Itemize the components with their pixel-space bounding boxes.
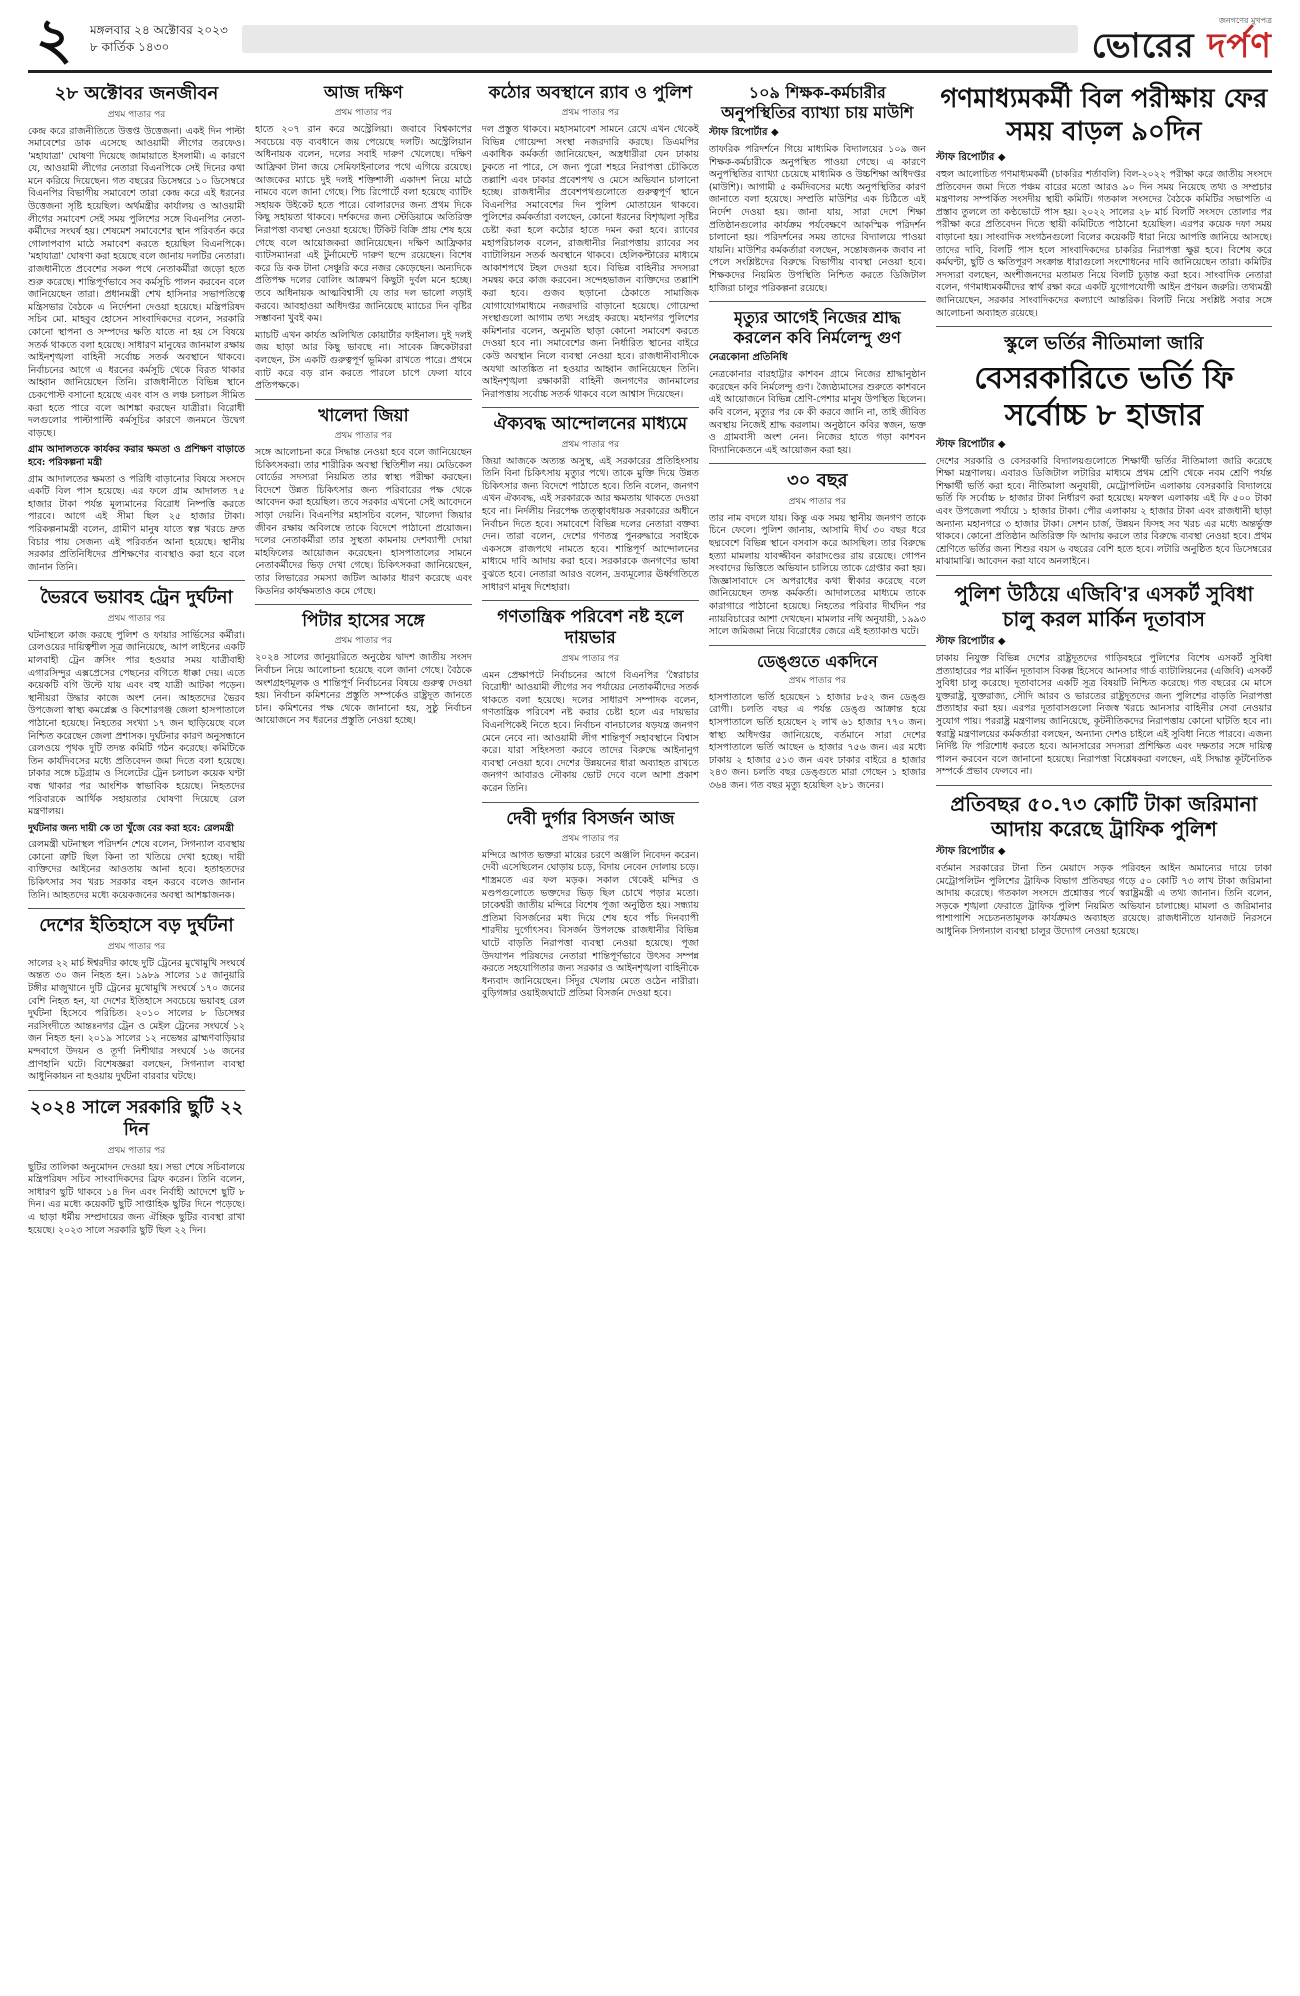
logo-part-1: ভোরের xyxy=(1091,25,1208,66)
article-body: বর্তমান সরকারের টানা তিন মেয়াদে সড়ক পরিবহন আইন অমান্যের দায়ে ঢাকা মেট্রোপলিটন পুলিশের ট্রাফিক বিভাগ প্রতিবছর গড়ে ৫০ কোটি ৭৩ লাখ টাকা জরিমানা আদায় করেছে। গতকাল সংসদে প্রশ্নোত্তর পর্বে স্বরাষ্ট্রমন্ত্রী এ তথ্য জানান। তিনি বলেন, সড়কে শৃঙ্খলা ফেরাতে ট্রাফিক পুলিশ নিয়মিত অভিযান চালাচ্ছে। মামলা ও জরিমানার পাশাপাশি সচেতনতামূলক কার্যক্রমও অব্যাহত রয়েছে। রাজধানীতে যানজট নিরসনে আধুনিক সিগন্যাল ব্যবস্থা চালুর উদ্যোগ নেওয়া হয়েছে। xyxy=(935,862,1272,937)
article-body: ছুটির তালিকা অনুমোদন দেওয়া হয়। সভা শেষে সচিবালয়ে মন্ত্রিপরিষদ সচিব সাংবাদিকদের ব্রিফ করেন। তিনি বলেন, সাধারণ ছুটি থাকবে ১৪ দিন এবং নির্বাহী আদেশে ছুটি ৮ দিন। এর মধ্যে কয়েকটি ছুটি সাপ্তাহিক ছুটির দিনে পড়েছে। এ ছাড়া ধর্মীয় সম্প্রদায়ের জন্য ঐচ্ছিক ছুটির ব্যবস্থা রাখা হয়েছে। ২০২৩ সালে সরকারি ছুটি ছিল ২২ দিন। xyxy=(28,1161,245,1236)
divider xyxy=(482,802,699,803)
article-byline: নেত্রকোনা প্রতিনিধি xyxy=(708,352,788,364)
masthead-tagline: জনগণের মুখপত্র xyxy=(1218,15,1272,25)
divider xyxy=(936,575,1272,576)
header-bar xyxy=(242,25,1078,53)
continued-label: প্রথম পাতার পর xyxy=(107,613,166,624)
article-body: মন্দিরে আগত ভক্তরা মায়ের চরণে অঞ্জলি নিবেদন করেন। দেবী এসেছিলেন ঘোড়ায় চড়ে, বিদায় নেবেন দোলায় চড়ে। শাস্ত্রমতে এর ফল মড়ক। সকাল থেকেই মন্দির ও মণ্ডপগুলোতে ভক্তদের ভিড় ছিল চোখে পড়ার মতো। ঢাকেশ্বরী জাতীয় মন্দিরে বিশেষ পূজা অনুষ্ঠিত হয়। সন্ধ্যায় প্রতিমা বিসর্জনের মধ্য দিয়ে শেষ হবে পাঁচ দিনব্যাপী শারদীয় দুর্গোৎসব। বিসর্জন উপলক্ষে রাজধানীর বিভিন্ন ঘাটে বাড়তি নিরাপত্তা ব্যবস্থা নেওয়া হয়েছে। পূজা উদযাপন পরিষদের নেতারা শান্তিপূর্ণভাবে উৎসব সম্পন্ন করতে সহযোগিতার জন্য সরকার ও আইনশৃঙ্খলা বাহিনীকে ধন্যবাদ জানিয়েছেন। সিঁদুর খেলায় মেতে ওঠেন নারীরা। বুড়িগঙ্গার ওয়াইজঘাটে প্রতিমা বিসর্জন দেওয়া হবে। xyxy=(481,849,699,1000)
column-2 xyxy=(255,79,472,1241)
column-4 xyxy=(709,79,926,1241)
article-title: ২৮ অক্টোবর জনজীবন xyxy=(54,83,219,104)
article-body: তার নাম বদলে যায়। কিন্তু এক সময় স্থানীয় জনগণ তাকে চিনে ফেলে। পুলিশ জানায়, আসামি দীর্ঘ ৩০ বছর ধরে ছদ্মবেশে বিভিন্ন স্থানে বসবাস করে আসছিল। তার বিরুদ্ধে হত্যা মামলায় যাবজ্জীবন কারাদণ্ডের রায় রয়েছে। গোপন সংবাদের ভিত্তিতে অভিযান চালিয়ে তাকে গ্রেপ্তার করা হয়। জিজ্ঞাসাবাদে সে অপরাধের কথা স্বীকার করেছে বলে জানিয়েছেন তদন্ত কর্মকর্তা। আদালতের মাধ্যমে তাকে কারাগারে পাঠানো হয়েছে। নিহতের পরিবার দীর্ঘদিন পর ন্যায়বিচারের আশা দেখছেন। মামলার নথি অনুযায়ী, ১৯৯৩ সালে জমিজমা নিয়ে বিরোধের জেরে এই হত্যাকাণ্ড ঘটে। xyxy=(708,512,926,638)
continued-label: প্রথম পাতার পর xyxy=(561,833,620,844)
column-5 xyxy=(936,79,1272,1241)
article-byline: স্টাফ রিপোর্টার ◆ xyxy=(935,635,1006,647)
continued-label: প্রথম পাতার পর xyxy=(561,108,620,119)
article-title: ২০২৪ সালে সরকারি ছুটি ২২ দিন xyxy=(29,1096,244,1141)
article-title: ভৈরবে ভয়াবহ ট্রেন দুর্ঘটনা xyxy=(40,587,233,609)
article-body: তাফরিক পরিদর্শনে গিয়ে মাধ্যমিক বিদ্যালয়ের ১০৯ জন শিক্ষক-কর্মচারীকে অনুপস্থিত পাওয়া গেছে। এ কারণে অনুপস্থিতির ব্যাখ্যা চেয়েছে মাধ্যমিক ও উচ্চশিক্ষা অধিদপ্তর (মাউশি)। আগামী ৫ কর্মদিবসের মধ্যে অনুপস্থিতির কারণ জানাতে বলা হয়েছে। সম্প্রতি মাউশির এক চিঠিতে এই নির্দেশ দেওয়া হয়। জানা যায়, সারা দেশে শিক্ষা প্রতিষ্ঠানগুলোর কার্যক্রম পর্যবেক্ষণে আকস্মিক পরিদর্শন চালানো হয়। পরিদর্শনের সময় তাদের বিদ্যালয়ে পাওয়া যায়নি। মাউশির কর্মকর্তারা বলছেন, সন্তোষজনক জবাব না পেলে সংশ্লিষ্টদের বিরুদ্ধে বিভাগীয় ব্যবস্থা নেওয়া হবে। শিক্ষকদের নিয়মিত উপস্থিতি নিশ্চিত করতে ডিজিটাল হাজিরা চালুর পরিকল্পনা রয়েছে। xyxy=(708,144,926,294)
article-body: এমন প্রেক্ষাপটে নির্বাচনের আগে বিএনপির 'স্বৈরাচার বিরোধী' আওয়ামী লীগের সব পর্যায়ের নেতাকর্মীদের সতর্ক থাকতে বলা হয়েছে। দলের সাধারণ সম্পাদক বলেন, গণতান্ত্রিক পরিবেশ নষ্ট করার চেষ্টা হলে এর দায়ভার বিএনপিকেই নিতে হবে। নির্বাচন বানচালের ষড়যন্ত্র জনগণ মেনে নেবে না। আওয়ামী লীগ শান্তিপূর্ণ সহাবস্থানে বিশ্বাস করে। যারা সহিংসতা করবে তাদের বিরুদ্ধে আইনানুগ ব্যবস্থা নেওয়া হবে। দেশের উন্নয়নের ধারা অব্যাহত রাখতে জনগণ আবারও নৌকায় ভোট দেবে বলে আশা প্রকাশ করেন তিনি। xyxy=(481,669,699,794)
article-body: সালের ২২ মার্চ ঈশ্বরদীর কাছে দুটি ট্রেনের মুখোমুখি সংঘর্ষে অন্তত ৩০ জন নিহত হন। ১৯৮৯ সালের ১৫ জানুয়ারি টঙ্গীর মাজুখানে দুটি ট্রেনের মুখোমুখি সংঘর্ষে ১৭০ জনের বেশি নিহত হন, যা দেশের ইতিহাসে সবচেয়ে ভয়াবহ রেল দুর্ঘটনা হিসেবে পরিচিত। ২০১০ সালের ৮ ডিসেম্বর নরসিংদীতে আন্তঃনগর ট্রেন ও মেইল ট্রেনের সংঘর্ষে ১২ জন নিহত হন। ২০১৯ সালের ১২ নভেম্বর ব্রাহ্মণবাড়িয়ার মন্দবাগে উদয়ন ও তূর্ণা নিশীথার সংঘর্ষে ১৬ জনের প্রাণহানি ঘটে। বিশেষজ্ঞরা বলছেন, সিগন্যাল ব্যবস্থা আধুনিকায়ন না হওয়ায় দুর্ঘটনা বারবার ঘটছে। xyxy=(28,957,245,1083)
article-title: ১০৯ শিক্ষক-কর্মচারীর অনুপস্থিতির ব্যাখ্যা চায় মাউশি xyxy=(721,83,914,122)
divider xyxy=(709,463,926,464)
article-title: প্রতিবছর ৫০.৭৩ কোটি টাকা জরিমানা আদায় করেছে ট্রাফিক পুলিশ xyxy=(950,791,1258,841)
continued-label: প্রথম পাতার পর xyxy=(334,636,393,647)
continued-label: প্রথম পাতার পর xyxy=(334,108,393,119)
logo-part-2: দর্পণ xyxy=(1207,25,1272,66)
article-body: নেত্রকোনার বারহাট্টার কাশবন গ্রামে নিজের শ্রাদ্ধানুষ্ঠান করেছেন কবি নির্মলেন্দু গুণ। জ্যৈষ্ঠ্যমাসের শুরুতে কাশবনে এই আয়োজনে বিভিন্ন শ্রেণি-পেশার মানুষ উপস্থিত ছিলেন। কবি বলেন, মৃত্যুর পর কে কী করবে জানি না, তাই জীবিত অবস্থায় নিজেই শ্রাদ্ধ করলাম। অনুষ্ঠানে কবির স্বজন, ভক্ত ও গ্রামবাসী অংশ নেন। নিজের হাতে গড়া কাশবন বিদ্যানিকেতনে এই আয়োজন করা হয়। xyxy=(708,369,926,456)
article-body: ঘটনাস্থলে কাজ করছে পুলিশ ও ফায়ার সার্ভিসের কর্মীরা। রেলওয়ের দায়িত্বশীল সূত্র জানিয়েছে, আপ লাইনের একটি মালবাহী ট্রেন ক্রসিং পার হওয়ার সময় যাত্রীবাহী এগারসিন্দুর এক্সপ্রেসের পেছনের বগিতে ধাক্কা দেয়। এতে কয়েকটি বগি উল্টে যায় এবং বহু যাত্রী আটকা পড়েন। স্থানীয়রা উদ্ধার কাজে অংশ নেন। আহতদের ভৈরব উপজেলা স্বাস্থ্য কমপ্লেক্স ও কিশোরগঞ্জ জেলা হাসপাতালে পাঠানো হয়েছে। নিহতের সংখ্যা ১৭ জন ছাড়িয়েছে বলে নিশ্চিত করেছেন জেলা প্রশাসক। দুর্ঘটনার কারণ অনুসন্ধানে রেলওয়ে পৃথক দুটি তদন্ত কমিটি গঠন করেছে। কমিটিকে তিন কার্যদিবসের মধ্যে প্রতিবেদন জমা দিতে বলা হয়েছে। ঢাকার সঙ্গে চট্টগ্রাম ও সিলেটের ট্রেন চলাচল কয়েক ঘণ্টা বন্ধ থাকার পর আংশিক স্বাভাবিক হয়েছে। নিহতদের পরিবারকে আর্থিক সহায়তার ঘোষণা দিয়েছে রেল মন্ত্রণালয়। xyxy=(28,629,245,818)
article-title: খালেদা জিয়া xyxy=(318,405,409,426)
article-title: দেশের ইতিহাসে বড় দুর্ঘটনা xyxy=(39,915,234,937)
article-body: গ্রাম আদালতের ক্ষমতা ও পরিধি বাড়ানোর বিষয়ে সংসদে একটি বিল পাস হয়েছে। এর ফলে গ্রাম আদালত ৭৫ হাজার টাকা পর্যন্ত মূল্যমানের বিরোধ নিষ্পত্তি করতে পারবে। আগে এই সীমা ছিল ২৫ হাজার টাকা। পরিকল্পনামন্ত্রী বলেন, গ্রামীণ মানুষ যাতে স্বল্প খরচে দ্রুত বিচার পায় সেজন্য এই পরিবর্তন আনা হয়েছে। স্থানীয় সরকার প্রতিনিধিদের প্রশিক্ষণের ব্যবস্থাও করা হবে বলে জানান তিনি। xyxy=(28,473,245,573)
continued-label: প্রথম পাতার পর xyxy=(788,496,846,507)
article-body: হাসপাতালে ভর্তি হয়েছেন ১ হাজার ৮৫২ জন ডেঙ্গু রোগী। চলতি বছর এ পর্যন্ত ডেঙ্গু আক্রান্ত হয়ে হাসপাতালে ভর্তি হয়েছেন ২ লাখ ৬১ হাজার ৭৭০ জন। স্বাস্থ্য অধিদপ্তর জানিয়েছে, বর্তমানে সারা দেশের হাসপাতালে ভর্তি আছেন ৬ হাজার ৭৫৬ জন। এর মধ্যে ঢাকায় ২ হাজার ৫১৩ জন এবং ঢাকার বাইরে ৪ হাজার ২৪৩ জন। চলতি বছর ডেঙ্গুতে মারা গেছেন ১ হাজার ৩৬৪ জন। গত বছর মৃত্যু হয়েছিল ২৮১ জনের। xyxy=(708,691,926,791)
page-header xyxy=(28,8,1272,73)
article-body: রেলমন্ত্রী ঘটনাস্থল পরিদর্শন শেষে বলেন, সিগন্যাল ব্যবস্থায় কোনো ত্রুটি ছিল কিনা তা খতিয়ে দেখা হচ্ছে। দায়ী ব্যক্তিদের আইনের আওতায় আনা হবে। হতাহতদের চিকিৎসার সব খরচ সরকার বহন করবে বলেও জানান তিনি। আহতদের মধ্যে কয়েকজনের অবস্থা আশঙ্কাজনক। xyxy=(28,839,245,901)
article-body: দেশের সরকারি ও বেসরকারি বিদ্যালয়গুলোতে শিক্ষার্থী ভর্তির নীতিমালা জারি করেছে শিক্ষা মন্ত্রণালয়। এবারও ডিজিটাল লটারির মাধ্যমে প্রথম শ্রেণি থেকে নবম শ্রেণি পর্যন্ত শিক্ষার্থী ভর্তি করা হবে। নীতিমালা অনুযায়ী, মেট্রোপলিটন এলাকায় বেসরকারি বিদ্যালয়ে ভর্তি ফি সর্বোচ্চ ৮ হাজার টাকা নির্ধারণ করা হয়েছে। মফস্বল এলাকায় এই ফি ৫০০ টাকা এবং উপজেলা পর্যায়ে ১ হাজার টাকা। পৌর এলাকায় ২ হাজার টাকা এবং রাজধানী ছাড়া অন্যান্য মহানগরে ৩ হাজার টাকা। সেশন চার্জ, উন্নয়ন ফিসহ সব খরচ এর মধ্যে অন্তর্ভুক্ত থাকবে। কোনো প্রতিষ্ঠান অতিরিক্ত ফি আদায় করলে তার বিরুদ্ধে ব্যবস্থা নেওয়া হবে। প্রথম শ্রেণিতে ভর্তির জন্য শিশুর বয়স ৬ বছরের বেশি হতে হবে। লটারি অনুষ্ঠিত হবে ডিসেম্বরের মাঝামাঝি। আবেদন করা যাবে অনলাইনে। xyxy=(935,455,1272,568)
article-byline: স্টাফ রিপোর্টার ◆ xyxy=(935,438,1006,450)
article-title: দেবী দুর্গার বিসর্জন আজ xyxy=(506,808,675,829)
divider xyxy=(936,785,1272,786)
divider xyxy=(482,407,699,408)
divider xyxy=(936,326,1272,327)
article-title: ৩০ বছর xyxy=(787,470,848,492)
article-title: পিটার হাসের সঙ্গে xyxy=(302,611,425,632)
article-title: কঠোর অবস্থানে র‍্যাব ও পুলিশ xyxy=(488,83,693,103)
masthead xyxy=(1092,15,1272,64)
article-title: আজ দক্ষিণ xyxy=(324,83,403,103)
divider xyxy=(709,301,926,302)
article-title: গণমাধ্যমকর্মী বিল পরীক্ষায় ফের সময় বাড়ল ৯০দিন xyxy=(940,84,1268,147)
article-body: বহুল আলোচিত গণমাধ্যমকর্মী (চাকরির শর্তাবলি) বিল-২০২২ পরীক্ষা করে জাতীয় সংসদে প্রতিবেদন জমা দিতে পঞ্চম বারের মতো আরও ৯০ দিন সময় নিয়েছে তথ্য ও সম্প্রচার মন্ত্রণালয় সম্পর্কিত সংসদীয় স্থায়ী কমিটি। গতকাল সংসদের বৈঠকে কমিটির সভাপতি এ প্রস্তাব তুললে তা কণ্ঠভোটে পাস হয়। ২০২২ সালের ২৮ মার্চ বিলটি সংসদে তোলার পর পরীক্ষা করে প্রতিবেদন দিতে স্থায়ী কমিটিতে পাঠানো হয়েছিল। এরপর কয়েক দফা সময় বাড়ানো হয়। সাংবাদিক সংগঠনগুলো বিলের কয়েকটি ধারা নিয়ে আপত্তি জানিয়ে আসছে। তাদের দাবি, বিলটি পাস হলে সাংবাদিকদের চাকরির নিরাপত্তা ক্ষুণ্ণ হবে। বিশেষ করে কর্মঘণ্টা, ছুটি ও ক্ষতিপূরণ সংক্রান্ত ধারাগুলো সংশোধনের দাবি জানিয়েছেন তারা। কমিটির সদস্যরা বলছেন, অংশীজনদের মতামত নিয়ে বিলটি চূড়ান্ত করা হবে। সাংবাদিক নেতারা বলেন, গণমাধ্যমকর্মীদের স্বার্থ রক্ষা করে একটি যুগোপযোগী আইন প্রণয়ন জরুরি। তথ্যমন্ত্রী জানিয়েছেন, সরকার সাংবাদিকদের কল্যাণে আন্তরিক। বিলটি নিয়ে সংশ্লিষ্ট সবার সঙ্গে আলোচনা অব্যাহত রয়েছে। xyxy=(935,169,1272,319)
article-body: ২০২৪ সালের জানুয়ারিতে অনুষ্ঠেয় দ্বাদশ জাতীয় সংসদ নির্বাচন নিয়ে আলোচনা হয়েছে বলে জানা গেছে। বৈঠকে অংশগ্রহণমূলক ও শান্তিপূর্ণ নির্বাচনের বিষয়ে গুরুত্ব দেওয়া হয়। নির্বাচন কমিশনের প্রস্তুতি সম্পর্কেও রাষ্ট্রদূত জানতে চান। কমিশনের পক্ষ থেকে জানানো হয়, সুষ্ঠু নির্বাচন আয়োজনে সব ধরনের প্রস্তুতি নেওয়া হচ্ছে। xyxy=(254,652,472,727)
column-3 xyxy=(482,79,699,1241)
article-byline: স্টাফ রিপোর্টার ◆ xyxy=(935,845,1006,857)
date-bangla: ৮ কার্তিক ১৪৩০ xyxy=(90,40,170,54)
continued-label: প্রথম পাতার পর xyxy=(334,430,393,441)
continued-label: প্রথম পাতার পর xyxy=(107,941,166,952)
article-title: ডেঙ্গুতে একদিনে xyxy=(757,651,878,671)
article-body: হাতে ২০৭ রান করে অস্ট্রেলিয়া। জবাবে বিশ্বকাপের সবচেয়ে বড় ব্যবধানে জয় পেয়েছে দলটি। অস্ট্রেলিয়ান অধিনায়ক বলেন, দলের সবাই দারুণ খেলেছে। দক্ষিণ আফ্রিকা টানা জয়ে সেমিফাইনালের পথে এগিয়ে রয়েছে। আজকের ম্যাচে দুই দলই শক্তিশালী একাদশ নিয়ে মাঠে নামবে বলে জানা গেছে। পিচ রিপোর্টে বলা হয়েছে ব্যাটিং সহায়ক উইকেট হতে পারে। বোলারদের জন্য প্রথম দিকে কিছু সহায়তা থাকবে। দর্শকদের জন্য স্টেডিয়ামে অতিরিক্ত নিরাপত্তা ব্যবস্থা নেওয়া হয়েছে। টিকিট বিক্রি প্রায় শেষ হয়ে গেছে বলে আয়োজকরা জানিয়েছেন। দক্ষিণ আফ্রিকার ব্যাটসম্যানরা এই টুর্নামেন্টে দারুণ ছন্দে রয়েছেন। বিশেষ করে ডি কক টানা সেঞ্চুরি করে নজর কেড়েছেন। অন্যদিকে প্রতিপক্ষ দলের বোলিং আক্রমণ কিছুটা দুর্বল মনে হচ্ছে। তবে অধিনায়ক আত্মবিশ্বাসী যে তার দল ভালো লড়াই করবে। আবহাওয়া অধিদপ্তর জানিয়েছে ম্যাচের দিন বৃষ্টির সম্ভাবনা খুবই কম। xyxy=(254,124,472,325)
article-body: ম্যাচটি এখন কার্যত অলিখিত কোয়ার্টার ফাইনাল। দুই দলই জয় ছাড়া আর কিছু ভাবছে না। সাবেক ক্রিকেটাররা বলছেন, টস একটি গুরুত্বপূর্ণ ভূমিকা রাখতে পারে। প্রথমে ব্যাট করে বড় রান করতে পারলে চাপে ফেলা যাবে প্রতিপক্ষকে। xyxy=(254,329,472,392)
masthead-logo xyxy=(1092,26,1272,66)
continued-label: প্রথম পাতার পর xyxy=(788,675,846,686)
column-1 xyxy=(28,79,245,1241)
divider xyxy=(482,600,699,601)
article-title: মৃত্যুর আগেই নিজের শ্রাদ্ধ করলেন কবি নির্মলেন্দু গুণ xyxy=(733,308,901,348)
continued-label: প্রথম পাতার পর xyxy=(107,1145,166,1156)
article-subhead: দুর্ঘটনার জন্য দায়ী কে তা খুঁজে বের করা হবে: রেলমন্ত্রী xyxy=(28,822,234,834)
columns xyxy=(28,79,1272,1241)
divider xyxy=(255,399,472,400)
article-byline: স্টাফ রিপোর্টার ◆ xyxy=(708,127,779,138)
article-byline: স্টাফ রিপোর্টার ◆ xyxy=(935,152,1006,163)
article-body: ঢাকায় নিযুক্ত বিভিন্ন দেশের রাষ্ট্রদূতদের গাড়িবহরে পুলিশের বিশেষ এসকর্ট সুবিধা প্রত্যাহারের পর মার্কিন দূতাবাস বিকল্প হিসেবে আনসার গার্ড ব্যাটালিয়নের (এজিবি) এসকর্ট সুবিধা চালু করেছে। দূতাবাসের একটি সূত্র বিষয়টি নিশ্চিত করেছে। গত বছরের মে মাসে যুক্তরাষ্ট্র, যুক্তরাজ্য, সৌদি আরব ও ভারতের রাষ্ট্রদূতদের জন্য পুলিশের বাড়তি নিরাপত্তা প্রত্যাহার করা হয়। এরপর দূতাবাসগুলো নিজস্ব খরচে আনসার বাহিনীর সেবা নেওয়ার সুযোগ পায়। পররাষ্ট্র মন্ত্রণালয় জানিয়েছে, কূটনীতিকদের নিরাপত্তায় কোনো ঘাটতি হবে না। স্বরাষ্ট্র মন্ত্রণালয়ের কর্মকর্তারা বলছেন, অন্যান্য দেশও চাইলে এই সুবিধা নিতে পারবে। এজন্য নির্দিষ্ট ফি পরিশোধ করতে হবে। আনসারের সদস্যরা প্রশিক্ষিত এবং দক্ষতার সঙ্গে দায়িত্ব পালন করবেন বলে জানানো হয়েছে। নিরাপত্তা বিশ্লেষকরা বলছেন, এই সিদ্ধান্ত কূটনৈতিক সম্পর্কে প্রভাব ফেলবে না। xyxy=(935,652,1272,778)
article-title: পুলিশ উঠিয়ে এজিবি'র এসকর্ট সুবিধা চালু করল মার্কিন দূতাবাস xyxy=(954,581,1254,631)
article-body: জিয়া আজকে অত্যন্ত অসুস্থ, এই সরকারের প্রতিহিংসায় তিনি বিনা চিকিৎসায় মৃত্যুর পথে। তাকে মুক্তি দিয়ে উন্নত চিকিৎসার জন্য বিদেশে পাঠাতে হবে। তিনি বলেন, জনগণ এখন ঐক্যবদ্ধ, এই সরকারকে আর ক্ষমতায় থাকতে দেওয়া হবে না। নির্দলীয় নিরপেক্ষ তত্ত্বাবধায়ক সরকারের অধীনে নির্বাচন দিতে হবে। সমাবেশে বিভিন্ন দলের নেতারা বক্তব্য দেন। তারা বলেন, দেশের গণতন্ত্র পুনরুদ্ধারে সবাইকে একসঙ্গে রাজপথে নামতে হবে। শান্তিপূর্ণ আন্দোলনের মাধ্যমে দাবি আদায় করা হবে। সরকারকে জনগণের ভাষা বুঝতে হবে। নেতারা আরও বলেন, দ্রব্যমূল্যের ঊর্ধ্বগতিতে সাধারণ মানুষ দিশেহারা। xyxy=(481,455,699,593)
article-subhead: গ্রাম আদালতকে কার্যকর করার ক্ষমতা ও প্রশিক্ষণ বাড়াতে হবে: পরিকল্পনা মন্ত্রী xyxy=(28,444,245,468)
article-title: গণতান্ত্রিক পরিবেশ নষ্ট হলে দায়ভার xyxy=(497,607,684,649)
article-kicker: স্কুলে ভর্তির নীতিমালা জারি xyxy=(1004,333,1204,355)
divider xyxy=(255,604,472,605)
article-body: সঙ্গে আলোচনা করে সিদ্ধান্ত নেওয়া হবে বলে জানিয়েছেন চিকিৎসকরা। তার শারীরিক অবস্থা স্থিতিশীল নয়। মেডিকেল বোর্ডের সদস্যরা নিয়মিত তার স্বাস্থ্য পরীক্ষা করছেন। বিদেশে উন্নত চিকিৎসার জন্য পরিবারের পক্ষ থেকে আবেদন করা হয়েছিল। তবে সরকার এখনো সেই আবেদনে সাড়া দেয়নি। বিএনপির মহাসচিব বলেন, খালেদা জিয়ার জীবন রক্ষায় অবিলম্বে তাকে বিদেশে পাঠানো প্রয়োজন। দলের নেতাকর্মীরা তার সুস্থতা কামনায় দেশব্যাপী দোয়া মাহফিলের আয়োজন করেছেন। হাসপাতালের সামনে নেতাকর্মীদের ভিড় দেখা গেছে। চিকিৎসকরা জানিয়েছেন, তার লিভারের সমস্যা জটিল আকার ধারণ করেছে এবং কিডনির কার্যক্ষমতাও কমে গেছে। xyxy=(254,446,472,597)
continued-label: প্রথম পাতার পর xyxy=(107,109,166,120)
page-number: ২ xyxy=(35,6,73,72)
divider xyxy=(28,908,245,909)
article-title: ঐক্যবদ্ধ আন্দোলনের মাধ্যমে xyxy=(493,414,688,435)
article-body: কেন্দ্র করে রাজনীতিতে উত্তপ্ত উত্তেজনা। একই দিন পাল্টা সমাবেশের ডাক এসেছে আওয়ামী লীগের তরফেও। 'মহাযাত্রা' ঘোষণা দিয়েছে জামায়াতে ইসলামী। এ কারণে যে, আওয়ামী লীগের নেতারা বিএনপিকে সেই দিনের কথা মনে করিয়ে দিয়েছেন। গত বছরের ডিসেম্বরে ১০ ডিসেম্বরে বিএনপির বিভাগীয় সমাবেশে তারা কেন্দ্র করে এই ধরনের উত্তেজনা সৃষ্টি হয়েছিল। অর্থমন্ত্রীর কার্যালয় ও আওয়ামী লীগের সমাবেশ সেই সময় পুলিশের সঙ্গে বিএনপির নেতা-কর্মীদের সংঘর্ষ হয়। শেষমেশ সমাবেশের স্থান পরিবর্তন করে গোলাপবাগ মাঠে সমাবেশ করতে হয়েছিল বিএনপিকে। 'মহাযাত্রা' ঘোষণা করা হয়েছে বলে জানায় দলটির নেতারা। রাজধানীতে প্রবেশের সকল পথে নেতাকর্মীরা জড়ো হতে শুরু করেছে। শান্তিপূর্ণভাবে সব কর্মসূচি পালন করবেন বলে জানিয়েছেন তারা। প্রধানমন্ত্রী শেখ হাসিনার সভাপতিত্বে মন্ত্রিসভার বৈঠকে এ নির্দেশনা দেওয়া হয়েছে। মন্ত্রিপরিষদ সচিব মো. মাহবুব হোসেন সাংবাদিকদের বলেন, সরকারি কোনো স্থাপনা ও সম্পদের ক্ষতি যাতে না হয় সে বিষয়ে সতর্ক থাকতে বলা হয়েছে। সাধারণ মানুষের জানমাল রক্ষায় আইনশৃঙ্খলা বাহিনী সর্বোচ্চ সতর্ক অবস্থানে থাকবে। নির্বাচনের আগে এ ধরনের কর্মসূচি থেকে বিরত থাকার আহ্বান জানিয়েছেন তিনি। রাজধানীতে বিভিন্ন স্থানে চেকপোস্ট বসানো হয়েছে এবং বাস ও লঞ্চ চলাচল সীমিত করা হতে পারে বলে আশঙ্কা করছেন যাত্রীরা। বিরোধী দলগুলোর পাল্টাপাল্টি কর্মসূচির কারণে জনমনে উদ্বেগ বাড়ছে। xyxy=(28,125,245,439)
continued-label: প্রথম পাতার পর xyxy=(561,439,620,450)
article-body: দল প্রস্তুত থাকবে। মহাসমাবেশ সামনে রেখে এখন থেকেই বিভিন্ন গোয়েন্দা সংস্থা নজরদারি করছে। ডিএমপির একাধিক কর্মকর্তা জানিয়েছেন, অস্ত্রধারীরা যেন ঢাকায় ঢুকতে না পারে, সে জন্য পুরো শহরে নিরাপত্তা চৌকিতে তল্লাশি এবং ঢাকার প্রবেশপথ ও মেসে অভিযান চালানো হচ্ছে। রাজধানীর প্রবেশপথগুলোতে গুরুত্বপূর্ণ স্থানে বিএনপির সমাবেশের দিন পুলিশ মোতায়েন থাকবে। পুলিশের কর্মকর্তারা বলছেন, কোনো ধরনের বিশৃঙ্খলা সৃষ্টির চেষ্টা করা হলে কঠোর হাতে দমন করা হবে। র‍্যাবের মহাপরিচালক বলেন, রাজধানীর নিরাপত্তায় র‍্যাবের সব ব্যাটালিয়ন সতর্ক অবস্থানে থাকবে। হেলিকপ্টারের মাধ্যমে আকাশপথে টহল দেওয়া হবে। বিভিন্ন বাহিনীর সদস্যরা সমন্বয় করে কাজ করবেন। সন্দেহভাজন ব্যক্তিদের তল্লাশি করা হবে। গুজব ছড়ানো ঠেকাতে সামাজিক যোগাযোগমাধ্যমে নজরদারি বাড়ানো হয়েছে। গোয়েন্দা সংস্থাগুলো আগাম তথ্য সংগ্রহ করছে। মহানগর পুলিশের কমিশনার বলেন, অনুমতি ছাড়া কোনো সমাবেশ করতে দেওয়া হবে না। সমাবেশের জন্য নির্ধারিত স্থানের বাইরে কেউ অবস্থান নিলে ব্যবস্থা নেওয়া হবে। রাজধানীবাসীকে অযথা আতঙ্কিত না হওয়ার আহ্বান জানিয়েছেন তিনি। আইনশৃঙ্খলা রক্ষাকারী বাহিনী জনগণের জানমালের নিরাপত্তায় সর্বোচ্চ সতর্ক থাকবে বলে আশ্বাস দিয়েছেন। xyxy=(481,124,699,400)
article-title: বেসরকারিতে ভর্তি ফি সর্বোচ্চ ৮ হাজার xyxy=(974,360,1234,434)
date-block xyxy=(90,22,228,56)
divider xyxy=(709,645,926,646)
continued-label: প্রথম পাতার পর xyxy=(561,653,620,664)
divider xyxy=(28,580,245,581)
divider xyxy=(28,1090,245,1091)
date-gregorian: মঙ্গলবার ২৪ অক্টোবর ২০২৩ xyxy=(90,23,228,37)
